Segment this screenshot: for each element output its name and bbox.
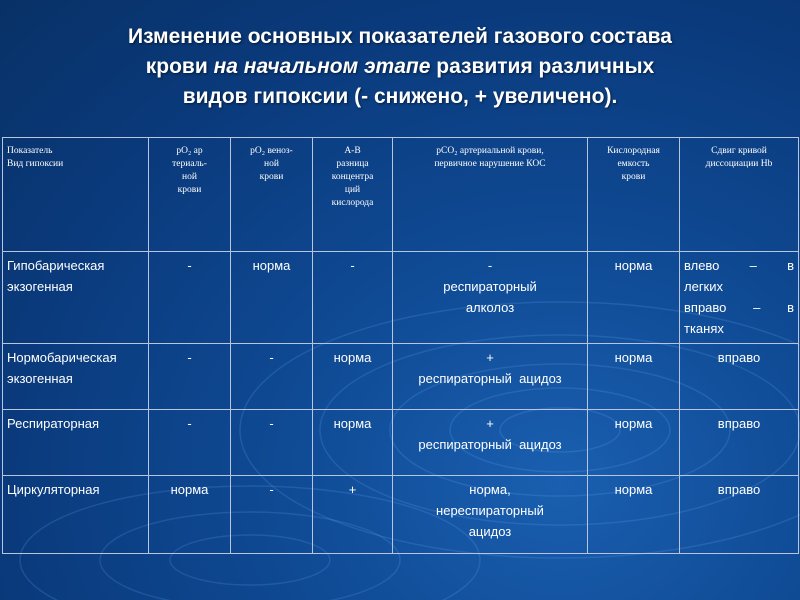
table-row (3, 410, 799, 476)
cell-pco2: + респираторный ацидоз (393, 344, 588, 410)
table-row (3, 476, 799, 554)
header-curve-shift: Сдвиг кривой диссоциации Hb (680, 138, 799, 252)
cell-av-difference: норма (313, 410, 393, 476)
header-row (3, 138, 799, 252)
title-line-2-end: развития различных (430, 55, 655, 78)
cell-pco2: + респираторный ацидоз (393, 410, 588, 476)
cell-po2-arterial: - (149, 252, 231, 344)
cell-pco2: норма, нереспираторный ацидоз (393, 476, 588, 554)
header-po2-arterial: рО₂ ар териаль- ной крови (149, 138, 231, 252)
cell-oxygen-capacity: норма (588, 344, 680, 410)
slide-title (20, 22, 780, 112)
cell-po2-venous: - (231, 476, 313, 554)
cell-curve-shift: влево – в легких вправо – в тканях (680, 252, 799, 344)
cell-oxygen-capacity: норма (588, 410, 680, 476)
title-line-1: Изменение основных показателей газового состава (128, 25, 672, 48)
cell-curve-shift: вправо (680, 410, 799, 476)
cell-av-difference: + (313, 476, 393, 554)
cell-av-difference: - (313, 252, 393, 344)
cell-po2-arterial: - (149, 344, 231, 410)
title-line-2-italic: на начальном этапе (213, 55, 431, 78)
cell-oxygen-capacity: норма (588, 476, 680, 554)
cell-curve-shift: вправо (680, 344, 799, 410)
row-hypoxia-type: Респираторная (3, 410, 149, 476)
row-hypoxia-type: Гипобарическая экзогенная (3, 252, 149, 344)
cell-po2-arterial: - (149, 410, 231, 476)
title-line-3: видов гипоксии (- снижено, + увеличено). (182, 85, 618, 108)
cell-po2-venous: - (231, 410, 313, 476)
cell-po2-venous: норма (231, 252, 313, 344)
table-row (3, 252, 799, 344)
cell-av-difference: норма (313, 344, 393, 410)
header-indicator: Показатель Вид гипоксии (3, 138, 149, 252)
cell-pco2: - респираторный алколоз (393, 252, 588, 344)
title-line-2 (20, 52, 780, 82)
header-pco2: рСО₂ артериальной крови, первичное нарушение КОС (393, 138, 588, 252)
header-po2-venous: рО₂ веноз- ной крови (231, 138, 313, 252)
header-av-difference: А-В разница концентра ций кислорода (313, 138, 393, 252)
cell-po2-venous: - (231, 344, 313, 410)
table-row (3, 344, 799, 410)
header-oxygen-capacity: Кислородная емкость крови (588, 138, 680, 252)
row-hypoxia-type: Циркуляторная (3, 476, 149, 554)
row-hypoxia-type: Нормобарическая экзогенная (3, 344, 149, 410)
title-line-2-start: крови (145, 55, 214, 78)
cell-curve-shift: вправо (680, 476, 799, 554)
cell-po2-arterial: норма (149, 476, 231, 554)
cell-oxygen-capacity: норма (588, 252, 680, 344)
gas-composition-table (2, 137, 799, 554)
